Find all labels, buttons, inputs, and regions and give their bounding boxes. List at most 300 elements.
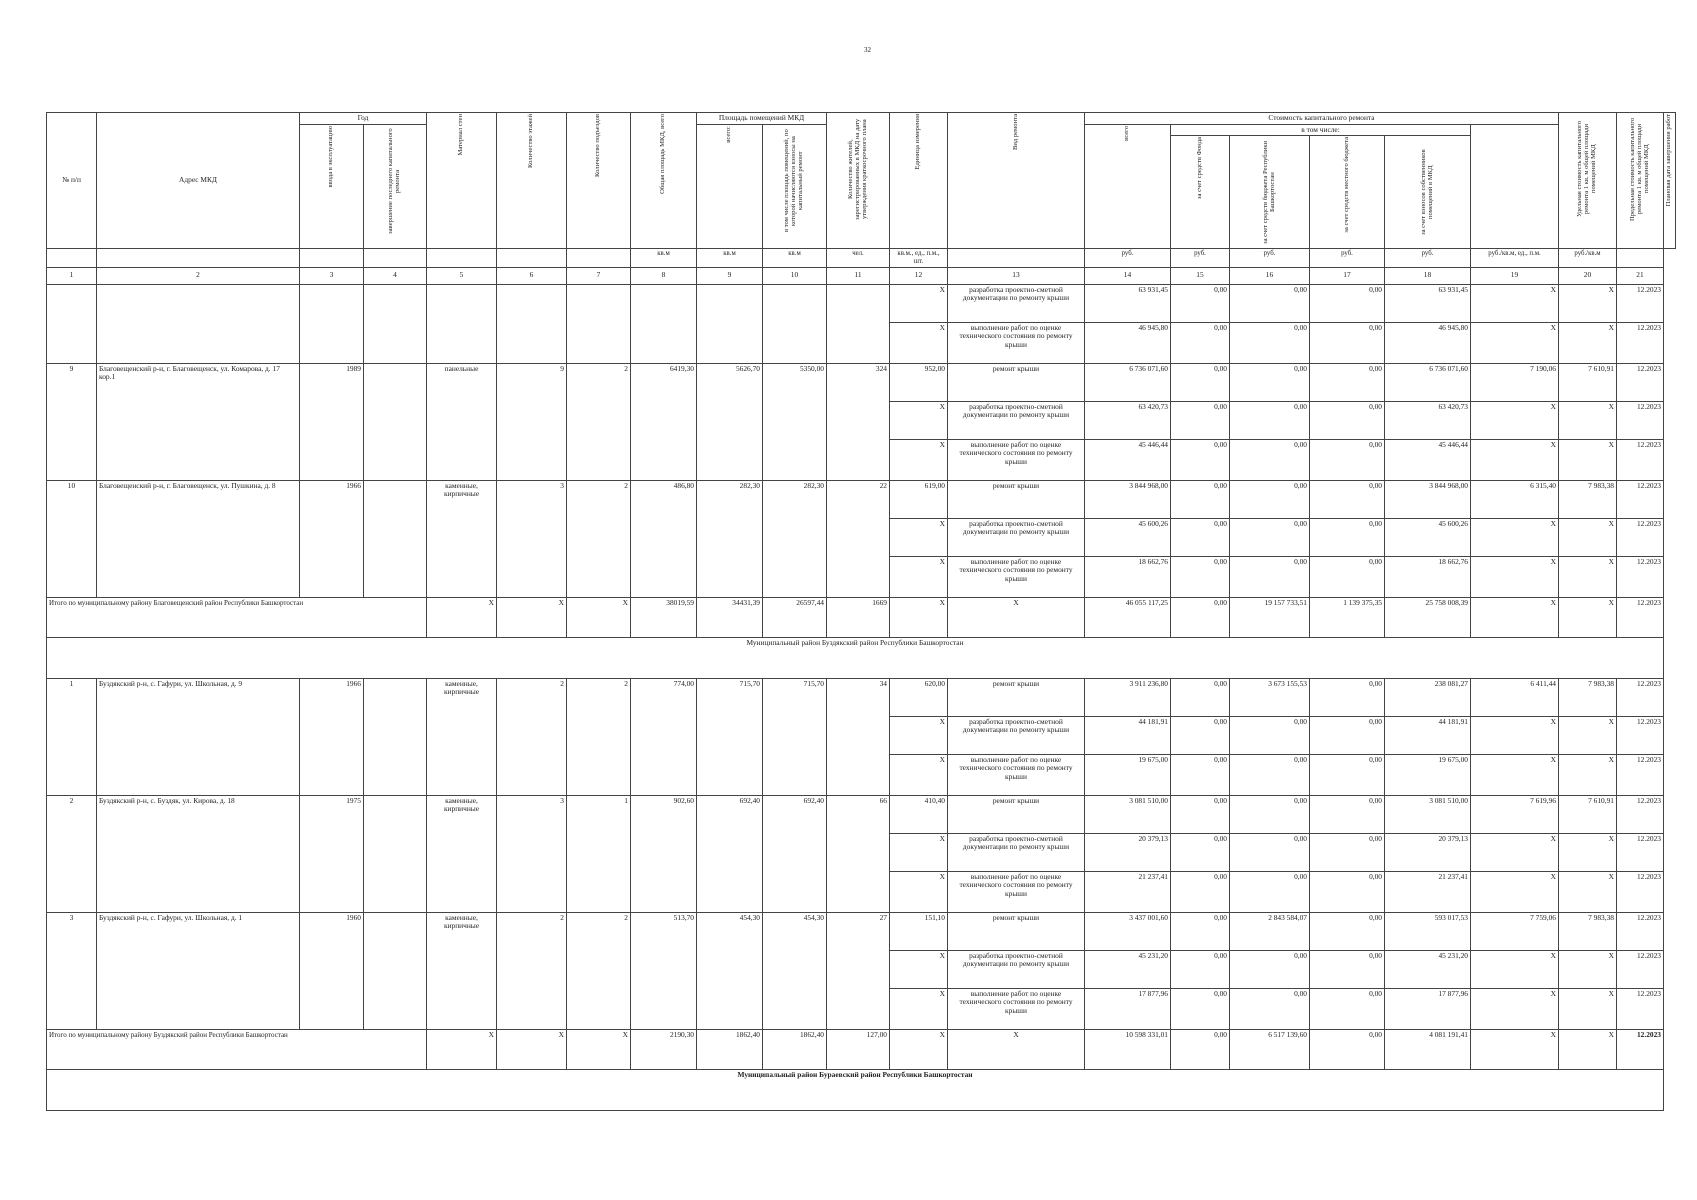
cell-local: 0,00 bbox=[1310, 439, 1385, 480]
cell-local: 0,00 bbox=[1310, 480, 1385, 518]
cell-total: 45 600,26 bbox=[1085, 518, 1171, 556]
work-inspect: выполнение работ по оценке технического состояния по ремонту крыши bbox=[948, 556, 1085, 597]
total-premises-res: 1862,40 bbox=[763, 1029, 827, 1069]
cell-x: X bbox=[497, 597, 567, 637]
cell-fund: 0,00 bbox=[1171, 912, 1230, 950]
cell-x: X bbox=[1559, 1029, 1617, 1069]
header-year-repair: завершение последнего капитального ремонта bbox=[387, 127, 401, 234]
cell-local: 0,00 bbox=[1310, 518, 1385, 556]
cell-total: 44 181,91 bbox=[1085, 716, 1171, 754]
cell-total: 63 420,73 bbox=[1085, 401, 1171, 439]
total-local: 1 139 375,35 bbox=[1310, 597, 1385, 637]
table-row bbox=[47, 678, 1676, 716]
cell-entrances: 2 bbox=[567, 912, 631, 1029]
header-residents: Количество жителей, зарегистрированных в МКД на дату утверждения краткосрочного плана bbox=[846, 118, 868, 220]
cell-owners: 21 237,41 bbox=[1385, 871, 1471, 912]
cell-floors: 2 bbox=[497, 912, 567, 1029]
cell-x: X bbox=[1559, 322, 1617, 363]
cell-budget: 3 673 155,53 bbox=[1230, 678, 1310, 716]
cell-local: 0,00 bbox=[1310, 950, 1385, 988]
cell-owners: 19 675,00 bbox=[1385, 754, 1471, 795]
cell-qty: 952,00 bbox=[890, 363, 948, 401]
cell-fund: 0,00 bbox=[1171, 795, 1230, 833]
col-number: 10 bbox=[763, 267, 827, 284]
cell-x: X bbox=[1559, 754, 1617, 795]
cell-x: X bbox=[890, 1029, 948, 1069]
cell-budget: 0,00 bbox=[1230, 518, 1310, 556]
cell-area: 486,80 bbox=[631, 480, 697, 597]
header-cost-total: всего bbox=[1123, 125, 1131, 141]
cell-local: 0,00 bbox=[1310, 401, 1385, 439]
cell-x: X bbox=[1471, 716, 1559, 754]
cell-x: X bbox=[890, 556, 948, 597]
header-premises-residents: в том числе площадь помещений, по которой начисляются взносы на капитальный ремонт bbox=[783, 129, 804, 232]
cell-x: X bbox=[890, 597, 948, 637]
table-row bbox=[47, 912, 1676, 950]
col-number: 12 bbox=[890, 267, 948, 284]
cell-local: 0,00 bbox=[1310, 322, 1385, 363]
cell-x: X bbox=[1559, 556, 1617, 597]
cell-total: 17 877,96 bbox=[1085, 988, 1171, 1029]
col-number: 8 bbox=[631, 267, 697, 284]
cell-x: X bbox=[1559, 284, 1617, 322]
cell-address: Буздякский р-н, с. Буздяк, ул. Кирова, д. 18 bbox=[97, 795, 300, 912]
header-entrances: Количество подъездов bbox=[594, 114, 602, 177]
cell-x: X bbox=[890, 322, 948, 363]
cell-date: 12.2023 bbox=[1617, 950, 1664, 988]
cell-x: X bbox=[890, 439, 948, 480]
cell-unit-cost: 7 759,06 bbox=[1471, 912, 1559, 950]
col-number: 15 bbox=[1171, 267, 1230, 284]
col-number: 6 bbox=[497, 267, 567, 284]
col-number: 2 bbox=[97, 267, 300, 284]
cell-premises-res: 692,40 bbox=[763, 795, 827, 912]
cell-date: 12.2023 bbox=[1617, 716, 1664, 754]
work-roof: ремонт крыши bbox=[948, 795, 1085, 833]
cell-owners: 3 081 510,00 bbox=[1385, 795, 1471, 833]
table-row bbox=[47, 480, 1676, 518]
cell-total: 46 945,80 bbox=[1085, 322, 1171, 363]
cell-x: X bbox=[890, 401, 948, 439]
total-row bbox=[47, 597, 1676, 637]
cell-area: 774,00 bbox=[631, 678, 697, 795]
cell-floors: 2 bbox=[497, 678, 567, 795]
cell-x: X bbox=[427, 597, 497, 637]
col-number: 1 bbox=[47, 267, 97, 284]
cell-x: X bbox=[1559, 871, 1617, 912]
cell-date: 12.2023 bbox=[1617, 556, 1664, 597]
cell-total: 3 844 968,00 bbox=[1085, 480, 1171, 518]
unit-owners: руб. bbox=[1385, 249, 1471, 268]
cell-x: X bbox=[1471, 988, 1559, 1029]
cell-area: 902,60 bbox=[631, 795, 697, 912]
table-row bbox=[47, 363, 1676, 401]
cell-x: X bbox=[497, 1029, 567, 1069]
cell-local: 0,00 bbox=[1310, 284, 1385, 322]
work-design: разработка проектно-сметной документации по ремонту крыши bbox=[948, 950, 1085, 988]
cell-fund: 0,00 bbox=[1171, 871, 1230, 912]
cell-date: 12.2023 bbox=[1617, 678, 1664, 716]
cell-x: X bbox=[890, 950, 948, 988]
cell-x: X bbox=[890, 754, 948, 795]
work-roof: ремонт крыши bbox=[948, 480, 1085, 518]
col-number: 20 bbox=[1559, 267, 1617, 284]
total-residents: 127,00 bbox=[827, 1029, 890, 1069]
col-number: 18 bbox=[1385, 267, 1471, 284]
unit-local: руб. bbox=[1310, 249, 1385, 268]
cell-x: X bbox=[1559, 988, 1617, 1029]
total-fund: 0,00 bbox=[1171, 597, 1230, 637]
header-work-type: Вид ремонта bbox=[1011, 114, 1019, 151]
cell-date: 12.2023 bbox=[1617, 833, 1664, 871]
unit-measure: кв.м., ед., п.м., шт. bbox=[890, 249, 948, 268]
cell-address: Буздякский р-н, с. Гафури, ул. Школьная, д. 1 bbox=[97, 912, 300, 1029]
cell-local: 0,00 bbox=[1310, 988, 1385, 1029]
col-number: 19 bbox=[1471, 267, 1559, 284]
cell-x: X bbox=[1471, 556, 1559, 597]
cell-date: 12.2023 bbox=[1617, 480, 1664, 518]
cell-total: 45 446,44 bbox=[1085, 439, 1171, 480]
header-deadline: Плановая дата завершения работ bbox=[1665, 114, 1672, 207]
cell-limit: 7 983,38 bbox=[1559, 912, 1617, 950]
cell-limit: 7 610,91 bbox=[1559, 363, 1617, 401]
cell-owners: 45 231,20 bbox=[1385, 950, 1471, 988]
cell-x: X bbox=[1559, 833, 1617, 871]
cell-residents: 34 bbox=[827, 678, 890, 795]
col-number: 11 bbox=[827, 267, 890, 284]
header-cost-local: за счет средств местного бюджета bbox=[1342, 137, 1350, 233]
cell-local: 0,00 bbox=[1310, 912, 1385, 950]
cell-x: X bbox=[890, 284, 948, 322]
cell-num: 3 bbox=[47, 912, 97, 1029]
cell-x: X bbox=[427, 1029, 497, 1069]
cell-year: 1966 bbox=[300, 678, 364, 795]
cell-owners: 63 931,45 bbox=[1385, 284, 1471, 322]
unit-premises: кв.м bbox=[697, 249, 763, 268]
header-limit-cost: Предельная стоимость капитального ремонта 1 кв. м общей площади помещений МКД bbox=[1628, 117, 1650, 221]
cell-qty: 619,00 bbox=[890, 480, 948, 518]
cell-local: 0,00 bbox=[1310, 833, 1385, 871]
work-roof: ремонт крыши bbox=[948, 678, 1085, 716]
unit-limit: руб./кв.м bbox=[1559, 249, 1617, 268]
cell-date: 12.2023 bbox=[1617, 912, 1664, 950]
cell-x: X bbox=[890, 833, 948, 871]
cell-year: 1960 bbox=[300, 912, 364, 1029]
work-roof: ремонт крыши bbox=[948, 363, 1085, 401]
page-number: 32 bbox=[864, 46, 871, 54]
col-number: 9 bbox=[697, 267, 763, 284]
cell-x: X bbox=[948, 597, 1085, 637]
cell-total: 3 081 510,00 bbox=[1085, 795, 1171, 833]
cell-x: X bbox=[1471, 518, 1559, 556]
cell-limit: 7 610,91 bbox=[1559, 795, 1617, 833]
work-inspect: выполнение работ по оценке технического состояния по ремонту крыши bbox=[948, 871, 1085, 912]
cell-fund: 0,00 bbox=[1171, 480, 1230, 518]
header-floors: Количество этажей bbox=[527, 114, 535, 168]
cell-x: X bbox=[1471, 950, 1559, 988]
cell-num: 10 bbox=[47, 480, 97, 597]
cell-fund: 0,00 bbox=[1171, 988, 1230, 1029]
cell-x: X bbox=[567, 1029, 631, 1069]
cell-qty: 620,00 bbox=[890, 678, 948, 716]
total-label: Итого по муниципальному району Буздякский район Республики Башкортостан bbox=[47, 1029, 427, 1069]
cell-num: 2 bbox=[47, 795, 97, 912]
total-cost: 10 598 331,01 bbox=[1085, 1029, 1171, 1069]
cell-address: Буздякский р-н, с. Гафури, ул. Школьная, д. 9 bbox=[97, 678, 300, 795]
cell-x: X bbox=[1471, 871, 1559, 912]
header-unit: Единица измерения bbox=[914, 114, 922, 170]
cell-local: 0,00 bbox=[1310, 754, 1385, 795]
cell-unit-cost: 7 190,06 bbox=[1471, 363, 1559, 401]
header-address: Адрес МКД bbox=[97, 113, 300, 249]
cell-fund: 0,00 bbox=[1171, 556, 1230, 597]
work-design: разработка проектно-сметной документации по ремонту крыши bbox=[948, 716, 1085, 754]
header-cost: Стоимость капитального ремонта bbox=[1085, 113, 1559, 125]
total-premises: 1862,40 bbox=[697, 1029, 763, 1069]
unit-premises-res: кв.м bbox=[763, 249, 827, 268]
total-label: Итого по муниципальному району Благовещенский район Республики Башкортостан bbox=[47, 597, 427, 637]
total-fund: 0,00 bbox=[1171, 1029, 1230, 1069]
cell-x: X bbox=[1471, 833, 1559, 871]
total-premises: 34431,39 bbox=[697, 597, 763, 637]
cell-x: X bbox=[1471, 439, 1559, 480]
total-budget: 6 517 139,60 bbox=[1230, 1029, 1310, 1069]
col-number: 21 bbox=[1617, 267, 1664, 284]
cell-budget: 0,00 bbox=[1230, 556, 1310, 597]
cell-total: 45 231,20 bbox=[1085, 950, 1171, 988]
cell-residents: 22 bbox=[827, 480, 890, 597]
cell-owners: 17 877,96 bbox=[1385, 988, 1471, 1029]
cell-budget: 0,00 bbox=[1230, 322, 1310, 363]
cell-owners: 46 945,80 bbox=[1385, 322, 1471, 363]
work-design: разработка проектно-сметной документации по ремонту крыши bbox=[948, 833, 1085, 871]
total-local: 0,00 bbox=[1310, 1029, 1385, 1069]
header-material: Материал стен bbox=[457, 114, 465, 156]
total-budget: 19 157 733,51 bbox=[1230, 597, 1310, 637]
cell-date: 12.2023 bbox=[1617, 439, 1664, 480]
table-row bbox=[47, 795, 1676, 833]
capital-repair-table bbox=[46, 112, 1676, 1111]
cell-total: 3 911 236,80 bbox=[1085, 678, 1171, 716]
cell-material: каменные, кирпичные bbox=[427, 912, 497, 1029]
cell-x: X bbox=[1471, 1029, 1559, 1069]
col-number: 13 bbox=[948, 267, 1085, 284]
header-premises-total: всего: bbox=[725, 125, 733, 143]
total-area: 2190,30 bbox=[631, 1029, 697, 1069]
cell-address: Благовещенский р-н, г. Благовещенск, ул. Комарова, д. 17 кор.1 bbox=[97, 363, 300, 480]
header-cost-budget: за счет средств бюджета Республики Башкортостан bbox=[1261, 140, 1276, 244]
header-premises-area: Площадь помещений МКД bbox=[697, 113, 827, 125]
municipality-row bbox=[47, 1069, 1676, 1110]
cell-x: X bbox=[1559, 950, 1617, 988]
cell-premises: 454,30 bbox=[697, 912, 763, 1029]
cell-owners: 45 446,44 bbox=[1385, 439, 1471, 480]
cell-entrances: 2 bbox=[567, 678, 631, 795]
cell-fund: 0,00 bbox=[1171, 363, 1230, 401]
col-number: 4 bbox=[364, 267, 427, 284]
cell-date: 12.2023 bbox=[1617, 871, 1664, 912]
cell-date: 12.2023 bbox=[1617, 795, 1664, 833]
cell-material: панельные bbox=[427, 363, 497, 480]
cell-date: 12.2023 bbox=[1617, 401, 1664, 439]
cell-x: X bbox=[567, 597, 631, 637]
cell-x: X bbox=[1471, 284, 1559, 322]
col-number: 3 bbox=[300, 267, 364, 284]
cell-premises-res: 5350,00 bbox=[763, 363, 827, 480]
cell-total: 19 675,00 bbox=[1085, 754, 1171, 795]
cell-premises-res: 454,30 bbox=[763, 912, 827, 1029]
unit-total: руб. bbox=[1085, 249, 1171, 268]
work-inspect: выполнение работ по оценке технического состояния по ремонту крыши bbox=[948, 322, 1085, 363]
work-inspect: выполнение работ по оценке технического состояния по ремонту крыши bbox=[948, 754, 1085, 795]
cell-fund: 0,00 bbox=[1171, 833, 1230, 871]
cell-year: 1966 bbox=[300, 480, 364, 597]
municipality-title: Муниципальный район Буздякский район Республики Башкортостан bbox=[47, 637, 1664, 678]
total-cost: 46 055 117,25 bbox=[1085, 597, 1171, 637]
total-area: 38019,59 bbox=[631, 597, 697, 637]
cell-x: X bbox=[1471, 597, 1559, 637]
cell-unit-cost: 7 619,96 bbox=[1471, 795, 1559, 833]
units-row bbox=[47, 249, 1676, 268]
cell-date: 12.2023 bbox=[1617, 518, 1664, 556]
total-owners: 4 081 191,41 bbox=[1385, 1029, 1471, 1069]
unit-area: кв.м bbox=[631, 249, 697, 268]
cell-fund: 0,00 bbox=[1171, 284, 1230, 322]
col-number: 16 bbox=[1230, 267, 1310, 284]
cell-budget: 2 843 584,07 bbox=[1230, 912, 1310, 950]
cell-local: 0,00 bbox=[1310, 363, 1385, 401]
cell-budget: 0,00 bbox=[1230, 754, 1310, 795]
total-date: 12.2023 bbox=[1617, 1029, 1664, 1069]
work-design: разработка проектно-сметной документации по ремонту крыши bbox=[948, 518, 1085, 556]
cell-budget: 0,00 bbox=[1230, 439, 1310, 480]
cell-x: X bbox=[890, 716, 948, 754]
cell-entrances: 1 bbox=[567, 795, 631, 912]
cell-budget: 0,00 bbox=[1230, 284, 1310, 322]
cell-local: 0,00 bbox=[1310, 678, 1385, 716]
cell-owners: 593 017,53 bbox=[1385, 912, 1471, 950]
cell-x: X bbox=[1471, 322, 1559, 363]
cell-budget: 0,00 bbox=[1230, 363, 1310, 401]
work-inspect: выполнение работ по оценке технического состояния по ремонту крыши bbox=[948, 439, 1085, 480]
cell-material: каменные, кирпичные bbox=[427, 480, 497, 597]
cell-x: X bbox=[1559, 597, 1617, 637]
cell-total: 20 379,13 bbox=[1085, 833, 1171, 871]
cell-x: X bbox=[1559, 716, 1617, 754]
col-number: 7 bbox=[567, 267, 631, 284]
unit-unit-cost: руб./кв.м, ед., п.м. bbox=[1471, 249, 1559, 268]
total-residents: 1669 bbox=[827, 597, 890, 637]
cell-premises: 282,30 bbox=[697, 480, 763, 597]
unit-fund: руб. bbox=[1171, 249, 1230, 268]
cell-entrances: 2 bbox=[567, 363, 631, 480]
col-number: 5 bbox=[427, 267, 497, 284]
header-cost-fund: за счет средств Фонда bbox=[1195, 137, 1203, 200]
cell-x: X bbox=[1471, 401, 1559, 439]
cell-unit-cost: 6 315,40 bbox=[1471, 480, 1559, 518]
cell-year: 1989 bbox=[300, 363, 364, 480]
table-row bbox=[47, 284, 1676, 322]
cell-total: 21 237,41 bbox=[1085, 871, 1171, 912]
cell-fund: 0,00 bbox=[1171, 401, 1230, 439]
cell-qty: 410,40 bbox=[890, 795, 948, 833]
cell-fund: 0,00 bbox=[1171, 716, 1230, 754]
cell-x: X bbox=[890, 988, 948, 1029]
cell-num: 1 bbox=[47, 678, 97, 795]
col-number: 14 bbox=[1085, 267, 1171, 284]
municipality-row bbox=[47, 637, 1676, 678]
header-num: № п/п bbox=[47, 113, 97, 249]
work-design: разработка проектно-сметной документации по ремонту крыши bbox=[948, 401, 1085, 439]
cell-qty: 151,10 bbox=[890, 912, 948, 950]
cell-limit: 7 983,38 bbox=[1559, 480, 1617, 518]
cell-date: 12.2023 bbox=[1617, 363, 1664, 401]
cell-premises: 5626,70 bbox=[697, 363, 763, 480]
cell-residents: 27 bbox=[827, 912, 890, 1029]
total-premises-res: 26597,44 bbox=[763, 597, 827, 637]
cell-num: 9 bbox=[47, 363, 97, 480]
cell-fund: 0,00 bbox=[1171, 678, 1230, 716]
cell-total: 6 736 071,60 bbox=[1085, 363, 1171, 401]
cell-residents: 66 bbox=[827, 795, 890, 912]
cell-premises-res: 715,70 bbox=[763, 678, 827, 795]
cell-owners: 6 736 071,60 bbox=[1385, 363, 1471, 401]
unit-residents: чел. bbox=[827, 249, 890, 268]
cell-fund: 0,00 bbox=[1171, 439, 1230, 480]
unit-budget: руб. bbox=[1230, 249, 1310, 268]
cell-residents: 324 bbox=[827, 363, 890, 480]
cell-budget: 0,00 bbox=[1230, 480, 1310, 518]
cell-local: 0,00 bbox=[1310, 871, 1385, 912]
cell-owners: 20 379,13 bbox=[1385, 833, 1471, 871]
column-number-row bbox=[47, 267, 1676, 284]
cell-entrances: 2 bbox=[567, 480, 631, 597]
work-inspect: выполнение работ по оценке технического состояния по ремонту крыши bbox=[948, 988, 1085, 1029]
cell-budget: 0,00 bbox=[1230, 988, 1310, 1029]
cell-local: 0,00 bbox=[1310, 795, 1385, 833]
cell-owners: 238 081,27 bbox=[1385, 678, 1471, 716]
cell-floors: 3 bbox=[497, 795, 567, 912]
cell-address: Благовещенский р-н, г. Благовещенск, ул. Пушкина, д. 8 bbox=[97, 480, 300, 597]
cell-total: 3 437 001,60 bbox=[1085, 912, 1171, 950]
cell-floors: 9 bbox=[497, 363, 567, 480]
work-roof: ремонт крыши bbox=[948, 912, 1085, 950]
cell-fund: 0,00 bbox=[1171, 518, 1230, 556]
cell-fund: 0,00 bbox=[1171, 754, 1230, 795]
cell-area: 513,70 bbox=[631, 912, 697, 1029]
cell-unit-cost: 6 411,44 bbox=[1471, 678, 1559, 716]
total-row bbox=[47, 1029, 1676, 1069]
cell-premises-res: 282,30 bbox=[763, 480, 827, 597]
cell-x: X bbox=[1559, 518, 1617, 556]
header-total-area: Общая площадь МКД, всего bbox=[659, 114, 667, 194]
cell-date: 12.2023 bbox=[1617, 754, 1664, 795]
cell-date: 12.2023 bbox=[1617, 988, 1664, 1029]
cell-budget: 0,00 bbox=[1230, 716, 1310, 754]
cell-budget: 0,00 bbox=[1230, 950, 1310, 988]
cell-budget: 0,00 bbox=[1230, 401, 1310, 439]
cell-floors: 3 bbox=[497, 480, 567, 597]
total-owners: 25 758 008,39 bbox=[1385, 597, 1471, 637]
cell-fund: 0,00 bbox=[1171, 322, 1230, 363]
header-unit-cost: Удельная стоимость капитального ремонта 1 кв. м общей площади помещений МКД bbox=[1576, 121, 1597, 218]
cell-material: каменные, кирпичные bbox=[427, 795, 497, 912]
cell-owners: 63 420,73 bbox=[1385, 401, 1471, 439]
cell-budget: 0,00 bbox=[1230, 833, 1310, 871]
header-cost-owners: за счет взносов собственников помещений в МКД bbox=[1419, 149, 1434, 235]
header-incl: в том числе: bbox=[1171, 124, 1471, 136]
cell-date: 12.2023 bbox=[1617, 322, 1664, 363]
